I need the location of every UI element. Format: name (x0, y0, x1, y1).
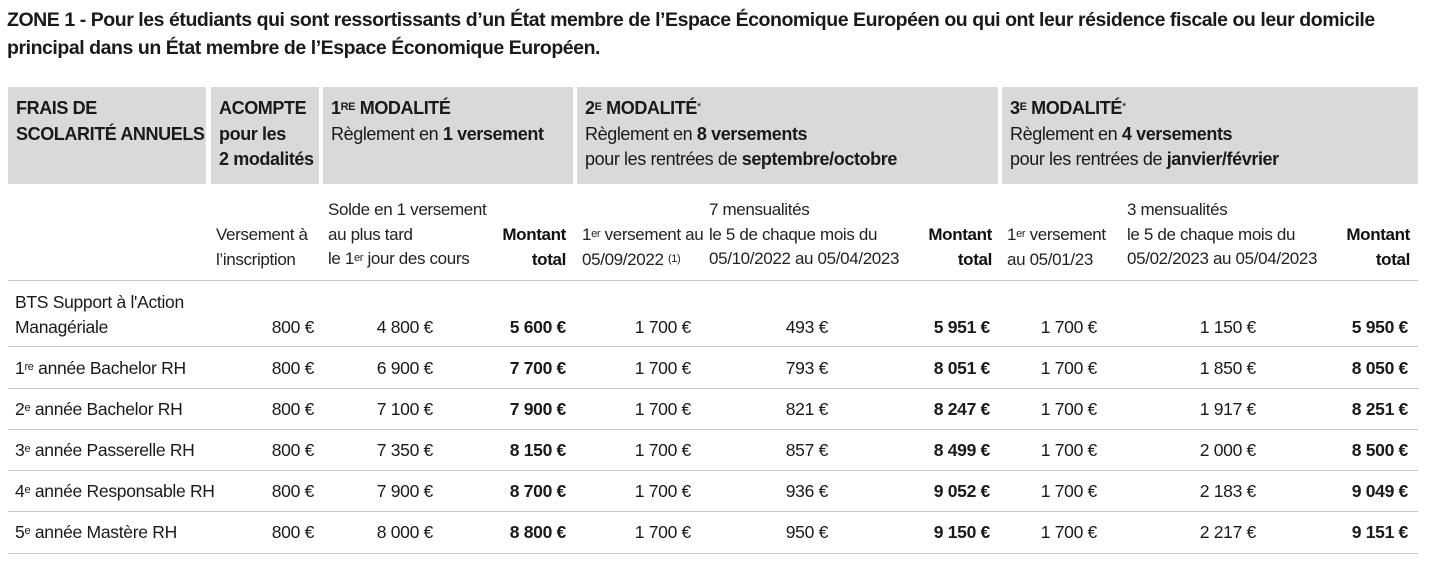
row-divider (8, 511, 1418, 512)
row-divider (8, 280, 1418, 281)
cell-m3-mens: 2 217 € (1199, 522, 1256, 542)
cell-solde: 8 000 € (376, 522, 433, 542)
subheader-line (582, 223, 703, 248)
modalite-2-desc (585, 122, 998, 148)
footnote-star: * (696, 101, 701, 113)
row-num: 3 (15, 440, 25, 460)
subheader-m2-mens (709, 198, 899, 272)
header-frais (8, 87, 206, 184)
modalite-num: 2 (585, 98, 595, 118)
desc-bold: 4 versements (1121, 123, 1233, 144)
subheader-montant-3 (1330, 223, 1410, 272)
desc-text: pour les rentrées de (1010, 149, 1167, 169)
cell-m3-first: 1 700 € (1040, 522, 1097, 542)
row-label (15, 290, 184, 340)
cell-total-3: 5 950 € (1351, 317, 1408, 337)
subheader-line: au plus tard (328, 224, 413, 244)
cell-m3-first: 1 700 € (1040, 481, 1097, 501)
subheader-line: au 05/01/23 (1007, 249, 1093, 269)
subheader-sup: er (354, 252, 364, 264)
cell-solde: 7 350 € (376, 440, 433, 460)
cell-m2-first: 1 700 € (634, 399, 691, 419)
cell-acompte: 800 € (271, 358, 314, 378)
subheader-line: total (957, 249, 992, 269)
subheader-text: 1 (582, 225, 592, 244)
subheader-sup: er (591, 228, 601, 240)
subheader-m3-mens (1127, 198, 1317, 272)
cell-solde: 6 900 € (376, 358, 433, 378)
subheader-line: Solde en 1 versement (328, 200, 487, 219)
desc-text: pour les rentrées de (585, 149, 742, 169)
subheader-text: 1 (1007, 225, 1017, 244)
cell-acompte: 800 € (271, 317, 314, 337)
subheader-versement (216, 223, 308, 272)
row-label-text: année Bachelor RH (33, 358, 186, 378)
desc-bold: janvier/février (1166, 149, 1279, 169)
row-num: 5 (15, 522, 25, 542)
subheader-line: l’inscription (216, 249, 296, 269)
subheader-text: jour des cours (363, 249, 470, 268)
cell-m3-mens: 1 917 € (1199, 399, 1256, 419)
modalite-3-desc2 (1010, 147, 1418, 173)
cell-acompte: 800 € (271, 399, 314, 419)
subheader-montant-1 (488, 223, 566, 272)
desc-text: Règlement en (1010, 123, 1122, 144)
cell-total-2: 8 499 € (933, 440, 990, 460)
cell-m3-mens: 2 183 € (1199, 481, 1256, 501)
cell-m2-mens: 821 € (785, 399, 828, 419)
cell-m3-mens: 1 150 € (1199, 317, 1256, 337)
row-num: 2 (15, 399, 25, 419)
modalite-1-desc (331, 122, 573, 148)
row-label-line: Managériale (15, 317, 109, 337)
row-label-line: BTS Support à l'Action (15, 292, 184, 312)
subheader-line: total (1375, 249, 1410, 269)
subheader-m2-first (582, 223, 703, 272)
modalite-name: MODALITÉ (1031, 98, 1122, 118)
subheader-line: 3 mensualités (1127, 200, 1228, 219)
row-num: 4 (15, 481, 25, 501)
row-divider (8, 429, 1418, 430)
cell-total-2: 5 951 € (933, 317, 990, 337)
cell-total-1: 8 700 € (509, 481, 566, 501)
cell-m2-mens: 950 € (785, 522, 828, 542)
cell-m2-first: 1 700 € (634, 358, 691, 378)
desc-bold: 8 versements (696, 123, 808, 144)
cell-m3-first: 1 700 € (1040, 440, 1097, 460)
cell-solde: 7 900 € (376, 481, 433, 501)
cell-total-3: 8 500 € (1351, 440, 1408, 460)
header-frais-line: FRAIS DE (16, 98, 97, 118)
row-label-text: année Passerelle RH (30, 440, 195, 460)
header-acompte (211, 87, 319, 184)
cell-m2-mens: 793 € (785, 358, 828, 378)
row-sup: e (24, 443, 31, 455)
row-divider (8, 470, 1418, 471)
cell-total-3: 8 251 € (1351, 399, 1408, 419)
cell-total-3: 9 049 € (1351, 481, 1408, 501)
subheader-solde (328, 198, 486, 272)
subheader-line: le 5 de chaque mois du (1127, 224, 1296, 244)
subheader-line: total (531, 249, 566, 269)
row-label-text: année Bachelor RH (30, 399, 183, 419)
subheader-line: Versement à (216, 225, 308, 244)
header-modalite-1 (323, 87, 573, 184)
cell-m2-first: 1 700 € (634, 522, 691, 542)
subheader-montant-2 (912, 223, 992, 272)
modalite-3-title (1010, 96, 1418, 122)
row-num: 1 (15, 358, 25, 378)
modalite-1-title (331, 96, 573, 122)
subheader-line: Montant (1346, 225, 1410, 244)
subheader-line: 7 mensualités (709, 200, 810, 219)
row-label (15, 438, 195, 463)
cell-acompte: 800 € (271, 481, 314, 501)
modalite-3-desc (1010, 122, 1418, 148)
cell-m2-first: 1 700 € (634, 317, 691, 337)
cell-total-2: 8 051 € (933, 358, 990, 378)
row-label (15, 397, 182, 422)
desc-text: Règlement en (331, 123, 443, 144)
subheader-line: 05/02/2023 au 05/04/2023 (1127, 249, 1318, 268)
subheader-line (582, 248, 703, 273)
subheader-line: Montant (928, 225, 992, 244)
cell-m3-first: 1 700 € (1040, 317, 1097, 337)
header-acompte-line: ACOMPTE (219, 98, 307, 118)
cell-acompte: 800 € (271, 440, 314, 460)
cell-m3-mens: 2 000 € (1199, 440, 1256, 460)
subheader-line (328, 247, 486, 272)
row-divider (8, 346, 1418, 347)
cell-m2-first: 1 700 € (634, 481, 691, 501)
page-title: ZONE 1 - Pour les étudiants qui sont ressortissants d’un État membre de l’Espace Économique Européen ou qui ont leur résidence fiscale ou leur domicile principal dans un État membre de l’Espace Économique Européen. (7, 9, 1375, 59)
row-label-text: année Responsable RH (30, 481, 215, 501)
row-label (15, 479, 215, 504)
cell-total-2: 8 247 € (933, 399, 990, 419)
row-label-text: année Mastère RH (30, 522, 177, 542)
subheader-sup: er (1016, 228, 1026, 240)
header-acompte-line: pour les (219, 123, 286, 144)
header-acompte-line: 2 modalités (219, 149, 314, 169)
subheader-line: Montant (502, 225, 566, 244)
row-label (15, 520, 177, 545)
row-divider (8, 553, 1418, 554)
subheader-text: le 1 (328, 249, 355, 268)
cell-total-1: 5 600 € (509, 317, 566, 337)
row-sup: re (24, 361, 34, 373)
row-divider (8, 388, 1418, 389)
cell-m3-mens: 1 850 € (1199, 358, 1256, 378)
cell-m3-first: 1 700 € (1040, 399, 1097, 419)
footnote-star: * (1121, 101, 1126, 113)
modalite-sup: RE (340, 101, 356, 113)
subheader-text: versement au (600, 225, 704, 244)
cell-solde: 7 100 € (376, 399, 433, 419)
cell-total-1: 8 150 € (509, 440, 566, 460)
row-sup: e (24, 402, 31, 414)
cell-total-1: 8 800 € (509, 522, 566, 542)
header-frais-line: SCOLARITÉ ANNUELS (16, 123, 205, 144)
modalite-num: 1 (331, 98, 341, 118)
subheader-sup: (1) (667, 252, 681, 265)
cell-m3-first: 1 700 € (1040, 358, 1097, 378)
cell-m2-mens: 857 € (785, 440, 828, 460)
cell-m2-mens: 936 € (785, 481, 828, 501)
modalite-num: 3 (1010, 98, 1020, 118)
modalite-sup: E (1019, 101, 1027, 113)
cell-acompte: 800 € (271, 522, 314, 542)
desc-text: Règlement en (585, 123, 697, 144)
row-label (15, 356, 186, 381)
modalite-name: MODALITÉ (606, 98, 697, 118)
row-sup: e (24, 484, 31, 496)
modalite-2-title (585, 96, 998, 122)
cell-m2-mens: 493 € (785, 317, 828, 337)
subheader-m3-first (1007, 223, 1106, 272)
subheader-text: 05/09/2022 (582, 249, 664, 269)
subheader-line: 05/10/2022 au 05/04/2023 (709, 249, 900, 268)
subheader-line: le 5 de chaque mois du (709, 224, 878, 244)
cell-total-2: 9 150 € (933, 522, 990, 542)
modalite-2-desc2 (585, 147, 998, 173)
header-modalite-2 (577, 87, 998, 184)
modalite-name: MODALITÉ (359, 98, 451, 118)
modalite-sup: E (594, 101, 602, 113)
desc-bold: septembre/octobre (741, 149, 897, 169)
cell-solde: 4 800 € (376, 317, 433, 337)
subheader-line (1007, 223, 1106, 248)
desc-bold: 1 versement (442, 123, 544, 144)
cell-total-3: 8 050 € (1351, 358, 1408, 378)
cell-total-1: 7 700 € (509, 358, 566, 378)
cell-total-1: 7 900 € (509, 399, 566, 419)
subheader-text: versement (1025, 225, 1106, 244)
row-sup: e (24, 525, 31, 537)
cell-m2-first: 1 700 € (634, 440, 691, 460)
header-modalite-3 (1002, 87, 1418, 184)
cell-total-2: 9 052 € (933, 481, 990, 501)
cell-total-3: 9 151 € (1351, 522, 1408, 542)
